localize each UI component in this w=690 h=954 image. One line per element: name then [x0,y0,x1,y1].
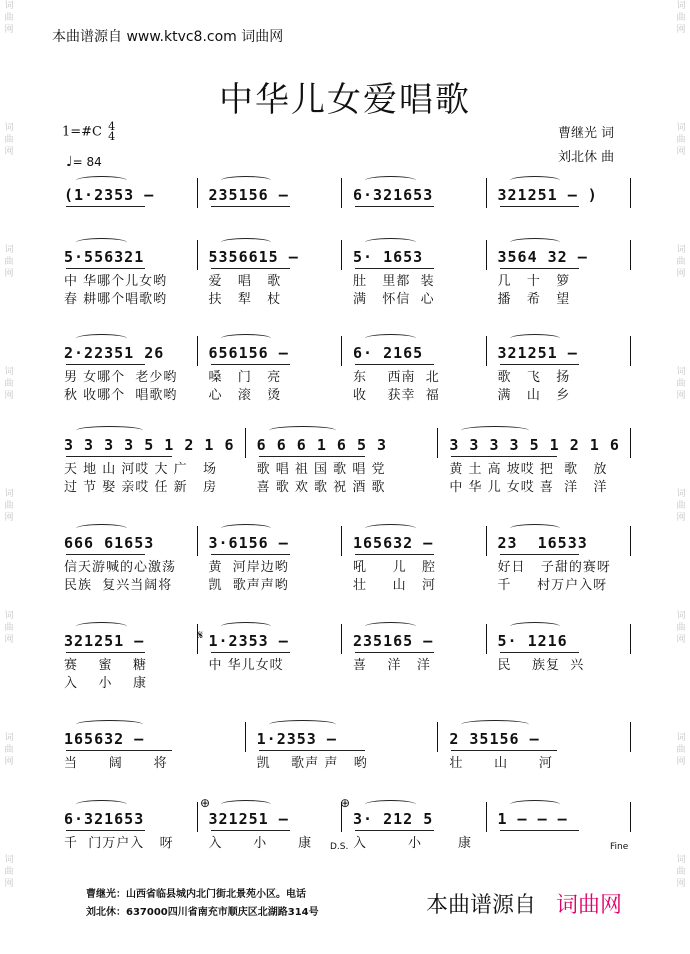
composer: 刘北休 曲 [558,150,615,165]
ds-mark: D.S. [330,842,349,852]
tempo-value: = 84 [72,155,102,169]
measure: 1·2353 – [208,632,289,650]
beam-underline [66,750,172,751]
slur-mark [510,334,561,343]
lyrics-line [56,752,634,770]
slur-mark [221,800,272,809]
lyrics-line [56,476,634,494]
barline [486,240,487,270]
lyric-segment: 满 怀信 心 [353,292,435,307]
header-site-name: 本曲谱源自 [52,29,122,45]
score-system [56,730,634,770]
measure: 165632 – [64,730,145,748]
notes-line [56,436,634,458]
barline [437,722,438,752]
segno-icon: 𝄋 [198,628,204,642]
measure: 235156 – [208,186,289,204]
watermark-text: 词曲网 [4,1,14,35]
lyric-segment: 爱 唱 歌 [208,274,282,289]
lyrics-line [56,384,634,402]
beam-underline [211,652,290,653]
beam-underline [259,456,365,457]
slur-mark [76,238,127,247]
slur-mark [269,720,336,729]
watermark-text: 词曲网 [4,733,14,767]
slur-mark [461,426,528,435]
slur-mark [365,176,416,185]
key-text: 1=#C [62,124,103,140]
beam-underline [211,830,290,831]
slur-mark [76,524,127,533]
watermark-text: 词曲网 [676,733,686,767]
lyrics-line [56,288,634,306]
score-system [56,534,634,592]
measure: 3·6156 – [208,534,289,552]
header-site-name-2: 词曲网 [241,29,284,45]
brand-footer [426,888,622,919]
lyrics-line [56,654,634,672]
beam-underline [451,750,557,751]
measure: 6· 2165 [353,344,424,362]
side-watermark-left [2,0,16,954]
lyric-segment: 凯 歌声 声 哟 [256,756,368,771]
lyric-segment: 男 女哪个 老少哟 [64,370,178,385]
barline [245,428,246,458]
lyric-segment: 入 小 康 [208,836,313,851]
watermark-text: 词曲网 [676,245,686,279]
tempo-mark [66,154,102,170]
contact-line-2: 刘北休：637000四川省南充市顺庆区北湖路314号 [86,907,319,918]
watermark-text: 词曲网 [676,123,686,157]
measure: 321251 – [64,632,145,650]
measure: 656156 – [208,344,289,362]
measure: 666 61653 [64,534,155,552]
lyrics-line [56,574,634,592]
measure: 3 3 3 3 5 1 2 1 6 [64,436,235,454]
lyric-segment: 中 华 儿 女哎 喜 洋 洋 [449,480,608,495]
measure: 321251 – ) [497,186,598,204]
watermark-text: 词曲网 [4,245,14,279]
slur-mark [76,622,127,631]
barline [341,178,342,208]
beam-underline [500,830,579,831]
slur-mark [221,334,272,343]
key-signature [62,122,115,142]
barline [341,240,342,270]
barline [197,178,198,208]
score-system [56,186,634,208]
slur-mark [76,426,143,435]
slur-mark [221,176,272,185]
watermark-text: 词曲网 [4,123,14,157]
watermark-text: 词曲网 [676,1,686,35]
barline [486,178,487,208]
lyrics-line [56,366,634,384]
lyrics-line [56,458,634,476]
lyrics-line [56,270,634,288]
lyric-segment: 扶 犁 杖 [208,292,282,307]
barline [486,624,487,654]
lyric-segment: 收 获幸 福 [353,388,440,403]
barline [630,178,631,208]
beam-underline [355,268,434,269]
measure: 6 6 6 1 6 5 3 [256,436,388,454]
slur-mark [365,238,416,247]
barline [630,722,631,752]
notes-line [56,186,634,208]
lyricist: 曹继光 词 [558,126,615,141]
watermark-text: 词曲网 [676,489,686,523]
slur-mark [365,334,416,343]
beam-underline [451,456,557,457]
time-signature [108,122,115,142]
measure: 2 35156 – [449,730,540,748]
score-system [56,436,634,494]
beam-underline [66,268,145,269]
lyric-segment: 过 节 娶 亲哎 任 新 房 [64,480,218,495]
barline [437,428,438,458]
measure: 235165 – [353,632,434,650]
beam-underline [259,750,365,751]
slur-mark [269,426,336,435]
measure: 3 3 3 3 5 1 2 1 6 [449,436,620,454]
measure: 1 – – – [497,810,568,828]
measure: 321251 – [497,344,578,362]
lyric-segment: 肚 里都 装 [353,274,435,289]
lyric-segment: 天 地 山 河哎 大 广 场 [64,462,218,477]
beam-underline [355,830,434,831]
lyric-segment: 凯 歌声声哟 [208,578,289,593]
time-bottom: 4 [108,130,116,143]
measure: 5· 1216 [497,632,568,650]
beam-underline [500,206,579,207]
coda-icon-2: ⊕ [340,796,351,810]
lyric-segment: 歌 飞 扬 [497,370,571,385]
slur-mark [221,622,272,631]
lyric-segment: 民 族复 兴 [497,658,585,673]
watermark-text: 词曲网 [4,489,14,523]
score-system [56,248,634,306]
beam-underline [500,652,579,653]
lyric-segment: 东 西南 北 [353,370,440,385]
lyrics-line [56,672,634,690]
lyric-segment: 几 十 箩 [497,274,571,289]
slur-mark [76,720,143,729]
notes-line [56,730,634,752]
beam-underline [66,364,145,365]
measure: 6·321653 [353,186,434,204]
lyric-segment: 民族 复兴当阔将 [64,578,173,593]
coda-icon: ⊕ [200,796,211,810]
barline [630,802,631,832]
lyric-segment: 喜 歌 欢 歌 祝 酒 歌 [256,480,386,495]
measure: 1·2353 – [256,730,337,748]
header-url-link[interactable]: www.ktvc8.com [126,29,237,45]
lyric-segment: 赛 蜜 糖 [64,658,148,673]
watermark-text: 词曲网 [4,367,14,401]
lyric-segment: 黄 土 高 坡哎 把 歌 放 [449,462,608,477]
beam-underline [211,554,290,555]
slur-mark [76,800,127,809]
lyric-segment: 信天游喊的心激荡 [64,560,177,575]
song-title: 中华儿女爱唱歌 [219,80,471,120]
barline [630,240,631,270]
lyrics-line [56,556,634,574]
watermark-text: 词曲网 [4,611,14,645]
barline [630,336,631,366]
lyric-segment: 壮 山 河 [449,756,553,771]
lyric-segment: 满 山 乡 [497,388,571,403]
barline [486,802,487,832]
beam-underline [66,206,145,207]
measure: 3564 32 – [497,248,588,266]
lyric-segment: 喜 洋 洋 [353,658,431,673]
barline [197,802,198,832]
beam-underline [66,652,145,653]
lyric-segment: 秋 收哪个 唱歌哟 [64,388,178,403]
slur-mark [221,238,272,247]
measure: 5· 1653 [353,248,424,266]
side-watermark-right [674,0,688,954]
barline [197,336,198,366]
barline [245,722,246,752]
measure: 3· 212 5 [353,810,434,828]
measure: 5·556321 [64,248,145,266]
notes-line [56,810,634,832]
barline [486,526,487,556]
lyric-segment: 壮 山 河 [353,578,437,593]
brand-left: 本曲谱源自 [426,893,537,918]
beam-underline [355,652,434,653]
notes-line [56,534,634,556]
barline [341,526,342,556]
slur-mark [365,800,416,809]
watermark-text: 词曲网 [4,855,14,889]
score-system [56,344,634,402]
notes-line [56,632,634,654]
brand-right: 词曲网 [556,893,623,918]
measure: 6·321653 [64,810,145,828]
barline [630,624,631,654]
watermark-text: 词曲网 [676,611,686,645]
measure: 321251 – [208,810,289,828]
beam-underline [355,554,434,555]
notes-line [56,248,634,270]
lyric-segment: 歌 唱 祖 国 歌 唱 党 [256,462,386,477]
notes-line [56,344,634,366]
barline [197,240,198,270]
slur-mark [461,720,528,729]
lyric-segment: 千 村万户入呀 [497,578,608,593]
slur-mark [510,176,561,185]
measure: 5356615 – [208,248,299,266]
quarter-note-icon: ♩ [66,154,73,170]
barline [630,526,631,556]
score-system [56,632,634,690]
barline [486,336,487,366]
slur-mark [510,622,561,631]
lyric-segment: 好日 子甜的赛呀 [497,560,611,575]
fine-mark: Fine [610,842,629,852]
beam-underline [211,364,290,365]
beam-underline [500,364,579,365]
beam-underline [500,554,579,555]
lyric-segment: 心 滚 烫 [208,388,282,403]
barline [341,624,342,654]
beam-underline [211,206,290,207]
slur-mark [510,800,561,809]
beam-underline [211,268,290,269]
beam-underline [66,554,145,555]
beam-underline [355,206,434,207]
beam-underline [66,830,145,831]
barline [197,526,198,556]
contact-line-1: 曹继光：山西省临县城内北门街北景苑小区。电话 [86,889,306,900]
lyric-segment: 吼 儿 腔 [353,560,437,575]
slur-mark [221,524,272,533]
barline [630,428,631,458]
measure: 165632 – [353,534,434,552]
measure: 23 16533 [497,534,588,552]
measure: (1·2353 – [64,186,155,204]
slur-mark [76,176,127,185]
credits [558,122,614,170]
slur-mark [510,524,561,533]
slur-mark [510,238,561,247]
time-top: 4 [108,120,116,133]
slur-mark [365,622,416,631]
watermark-text: 词曲网 [676,367,686,401]
slur-mark [365,524,416,533]
measure: 2·22351 26 [64,344,165,362]
watermark-text: 词曲网 [676,855,686,889]
lyric-segment: 春 耕哪个唱歌哟 [64,292,168,307]
lyric-segment: 嗓 门 亮 [208,370,282,385]
beam-underline [500,268,579,269]
beam-underline [355,364,434,365]
lyric-segment: 播 希 望 [497,292,571,307]
lyric-segment: 当 阔 将 [64,756,168,771]
lyric-segment: 中 华儿女哎 [208,658,284,673]
beam-underline [66,456,172,457]
contact-info [86,886,356,922]
lyric-segment: 中 华哪个儿女哟 [64,274,168,289]
barline [341,336,342,366]
lyric-segment: 黄 河岸边哟 [208,560,289,575]
page-header [52,26,283,46]
slur-mark [76,334,127,343]
lyric-segment: 入 小 康 [353,836,472,851]
lyric-segment: 入 小 康 [64,676,148,691]
lyric-segment: 千 门万户入 呀 [64,836,174,851]
